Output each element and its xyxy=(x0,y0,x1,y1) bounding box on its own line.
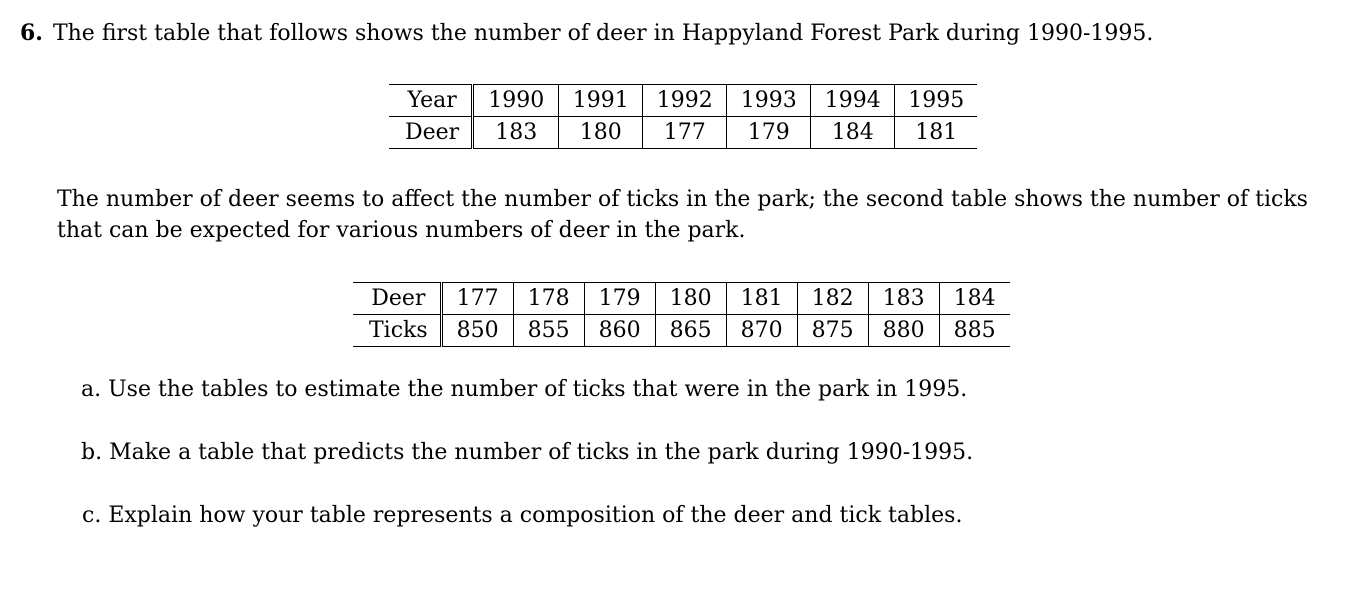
table-cell: 179 xyxy=(584,283,655,315)
table-cell: 865 xyxy=(655,315,726,347)
paragraph-line-1: The number of deer seems to affect the number of ticks in the park; the second table shows the number of ticks xyxy=(57,187,1308,212)
part-b-text: Make a table that predicts the number of ticks in the park during 1990-1995. xyxy=(109,440,974,465)
table-cell: 180 xyxy=(559,117,643,149)
deer-by-year-table xyxy=(389,84,977,149)
table-cell: 850 xyxy=(441,315,513,347)
table-cell: 885 xyxy=(939,315,1010,347)
part-c-text: Explain how your table represents a composition of the deer and tick tables. xyxy=(108,503,963,528)
part-c xyxy=(82,505,962,527)
row-label-deer: Deer xyxy=(353,283,441,315)
table-cell: 1994 xyxy=(811,85,895,117)
part-a xyxy=(81,379,967,401)
table-cell: 1995 xyxy=(895,85,978,117)
table-row xyxy=(389,117,977,149)
table-cell: 875 xyxy=(797,315,868,347)
part-a-text: Use the tables to estimate the number of ticks that were in the park in 1995. xyxy=(108,377,968,402)
table-cell: 1990 xyxy=(473,85,559,117)
table-cell: 177 xyxy=(441,283,513,315)
table-cell: 177 xyxy=(643,117,727,149)
table-cell: 860 xyxy=(584,315,655,347)
part-b xyxy=(81,442,973,464)
table-cell: 870 xyxy=(726,315,797,347)
table-cell: 880 xyxy=(868,315,939,347)
row-label-ticks: Ticks xyxy=(353,315,441,347)
problem-intro-line xyxy=(20,22,1153,45)
table-row xyxy=(353,315,1010,347)
table-row xyxy=(389,85,977,117)
table-cell: 180 xyxy=(655,283,726,315)
table-cell: 184 xyxy=(811,117,895,149)
table-row xyxy=(353,283,1010,315)
table-cell: 178 xyxy=(513,283,584,315)
part-b-label: b. xyxy=(81,440,103,465)
row-label-year: Year xyxy=(389,85,473,117)
table-cell: 1991 xyxy=(559,85,643,117)
table-cell: 184 xyxy=(939,283,1010,315)
table-cell: 855 xyxy=(513,315,584,347)
table-cell: 179 xyxy=(727,117,811,149)
ticks-by-deer-table xyxy=(353,282,1010,347)
part-a-label: a. xyxy=(81,377,102,402)
table-cell: 182 xyxy=(797,283,868,315)
table-cell: 181 xyxy=(895,117,978,149)
table-cell: 181 xyxy=(726,283,797,315)
table-cell: 1992 xyxy=(643,85,727,117)
table-cell: 183 xyxy=(868,283,939,315)
paragraph-line-2: that can be expected for various numbers of deer in the park. xyxy=(57,218,746,243)
problem-intro: The first table that follows shows the number of deer in Happyland Forest Park during 1990-1995. xyxy=(52,21,1154,46)
table-cell: 1993 xyxy=(727,85,811,117)
problem-number: 6. xyxy=(20,20,43,46)
part-c-label: c. xyxy=(82,503,102,528)
table-cell: 183 xyxy=(473,117,559,149)
row-label-deer: Deer xyxy=(389,117,473,149)
